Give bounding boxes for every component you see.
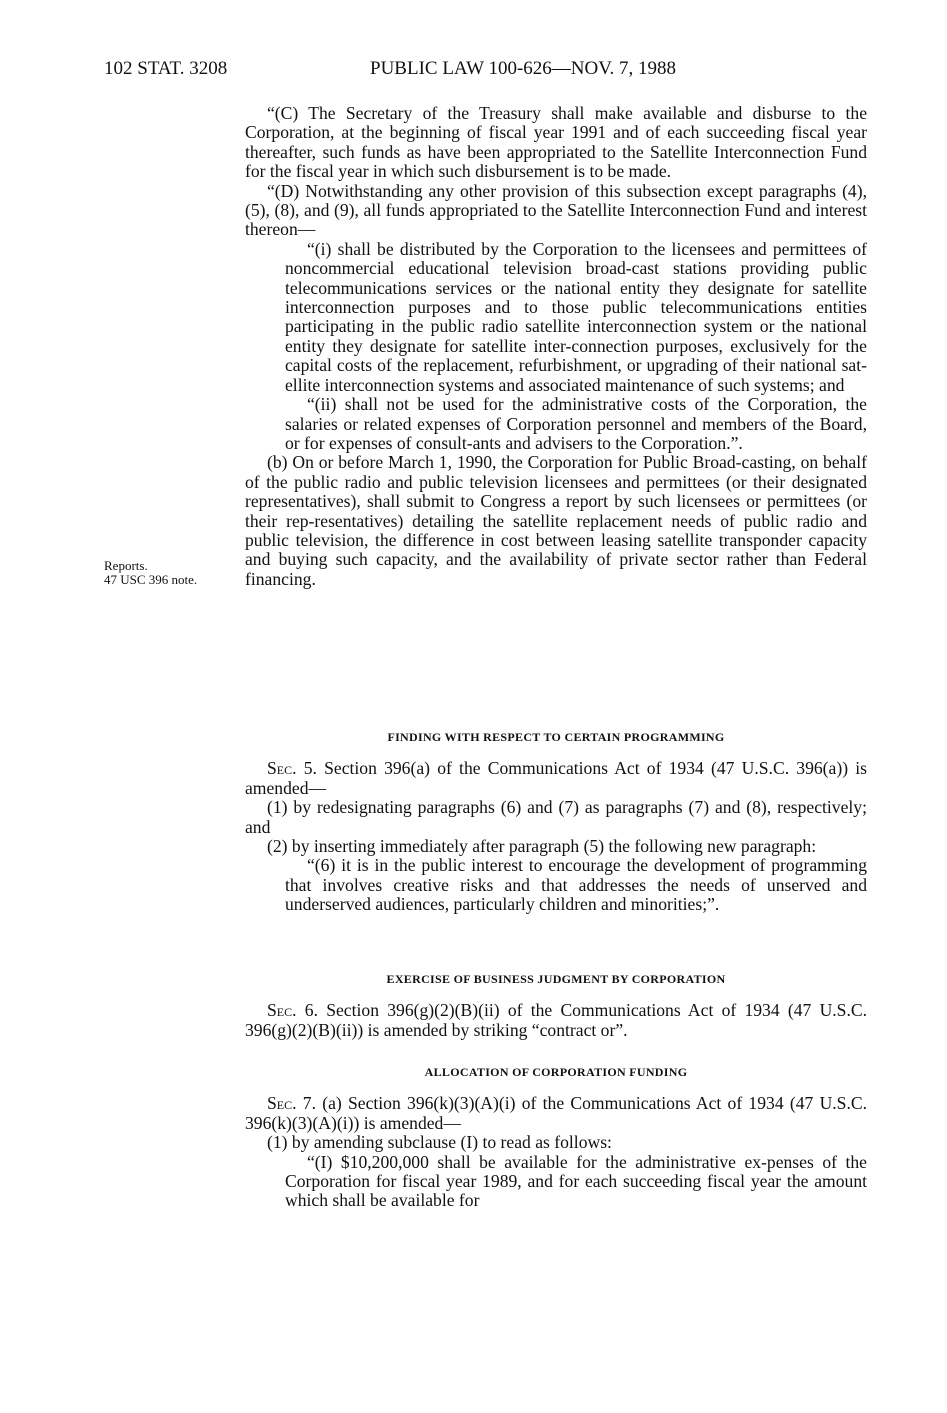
public-law-reference: PUBLIC LAW 100-626—NOV. 7, 1988 — [370, 58, 677, 79]
section-5-heading: FINDING WITH RESPECT TO CERTAIN PROGRAMMING — [387, 730, 725, 744]
section-7-intro-text: 7. (a) Section 396(k)(3)(A)(i) of the Communications Act of 1934 (47 U.S.C. 396(k)(3)(A)(i)) is amended— — [245, 1093, 867, 1133]
section-label: Sec. — [267, 1093, 297, 1114]
section-5-quoted-paragraph: “(6) it is in the public interest to encourage the development of programming that involves creative risks and that addresses the needs of unserved and underserved audiences, particularly children and minorities;”. — [285, 855, 867, 915]
paragraph-d-ii: “(ii) shall not be used for the administrative costs of the Corporation, the salaries or related expenses of Corporation personnel and members of the Board, or for expenses of consult-ants and advisers to the Corporation.”. — [285, 394, 867, 453]
stat-page-reference: 102 STAT. 3208 — [104, 58, 228, 79]
paragraph-d: “(D) Notwithstanding any other provision of this subsection except paragraphs (4), (5), (8), and (9), all funds appropriated to the Satellite Interconnection Fund and interest thereon— — [245, 180, 867, 240]
section-label: Sec. — [267, 758, 297, 779]
section-7-item-1: (1) by amending subclause (I) to read as follows: — [267, 1132, 612, 1153]
section-6-heading: EXERCISE OF BUSINESS JUDGMENT BY CORPORATION — [386, 972, 726, 986]
section-5 — [245, 728, 867, 915]
section-6 — [245, 970, 867, 1040]
margin-note-usc: 47 USC 396 note. — [104, 572, 198, 587]
page-header — [104, 58, 864, 88]
section-5-intro-text: 5. Section 396(a) of the Communications Act of 1934 (47 U.S.C. 396(a)) is amended— — [245, 758, 867, 798]
amendment-text-block — [245, 104, 867, 589]
section-5-item-1: (1) by redesignating paragraphs (6) and (7) as paragraphs (7) and (8), respectively; and — [245, 797, 867, 837]
section-6-body: 6. Section 396(g)(2)(B)(ii) of the Communications Act of 1934 (47 U.S.C. 396(g)(2)(B)(ii)) is amended by striking “contract or”. — [245, 1000, 867, 1040]
section-7-intro — [245, 1094, 867, 1133]
section-7-quoted-subclause: “(I) $10,200,000 shall be available for the administrative ex-penses of the Corporation for fiscal year 1989, and for each succeeding fiscal year the amount which shall be available for — [285, 1151, 867, 1211]
section-6-text — [245, 1001, 867, 1040]
section-5-item-2: (2) by inserting immediately after paragraph (5) the following new paragraph: — [267, 836, 817, 857]
margin-note-reports: Reports. — [104, 558, 148, 573]
section-label: Sec. — [267, 1000, 297, 1021]
section-7 — [245, 1063, 867, 1211]
paragraph-d-i: “(i) shall be distributed by the Corporation to the licensees and permittees of noncommercial educational television broad-cast stations providing public telecommunications services or the national entity they designate for satellite interconnection purposes and to those public telecommunications entities participating in the public radio satellite interconnection system or the national entity they designate for satellite inter-connection purposes, exclusively for the capital costs of the replacement, refurbishment, or upgrading of their national sat-ellite interconnection systems and associated maintenance of such systems; and — [285, 238, 867, 395]
paragraph-c: “(C) The Secretary of the Treasury shall make available and disburse to the Corporation, at the beginning of fiscal year 1991 and of each succeeding fiscal year thereafter, such funds as have been appropriated to the Satellite Interconnection Fund for the fiscal year in which such disbursement is to be made. — [245, 103, 867, 182]
section-7-heading: ALLOCATION OF CORPORATION FUNDING — [424, 1065, 688, 1079]
paragraph-b: (b) On or before March 1, 1990, the Corporation for Public Broad-casting, on behalf of the public radio and public television licensees and permittees (or their designated representatives), shall submit to Congress a report by such licensees or permittees (or their rep-resentatives) detailing the satellite replacement needs of public radio and public television, the difference in cost between leasing satellite transponder capacity and buying such capacity, and the availability of private sector rather than Federal financing. — [245, 452, 867, 589]
section-5-intro — [245, 759, 867, 798]
